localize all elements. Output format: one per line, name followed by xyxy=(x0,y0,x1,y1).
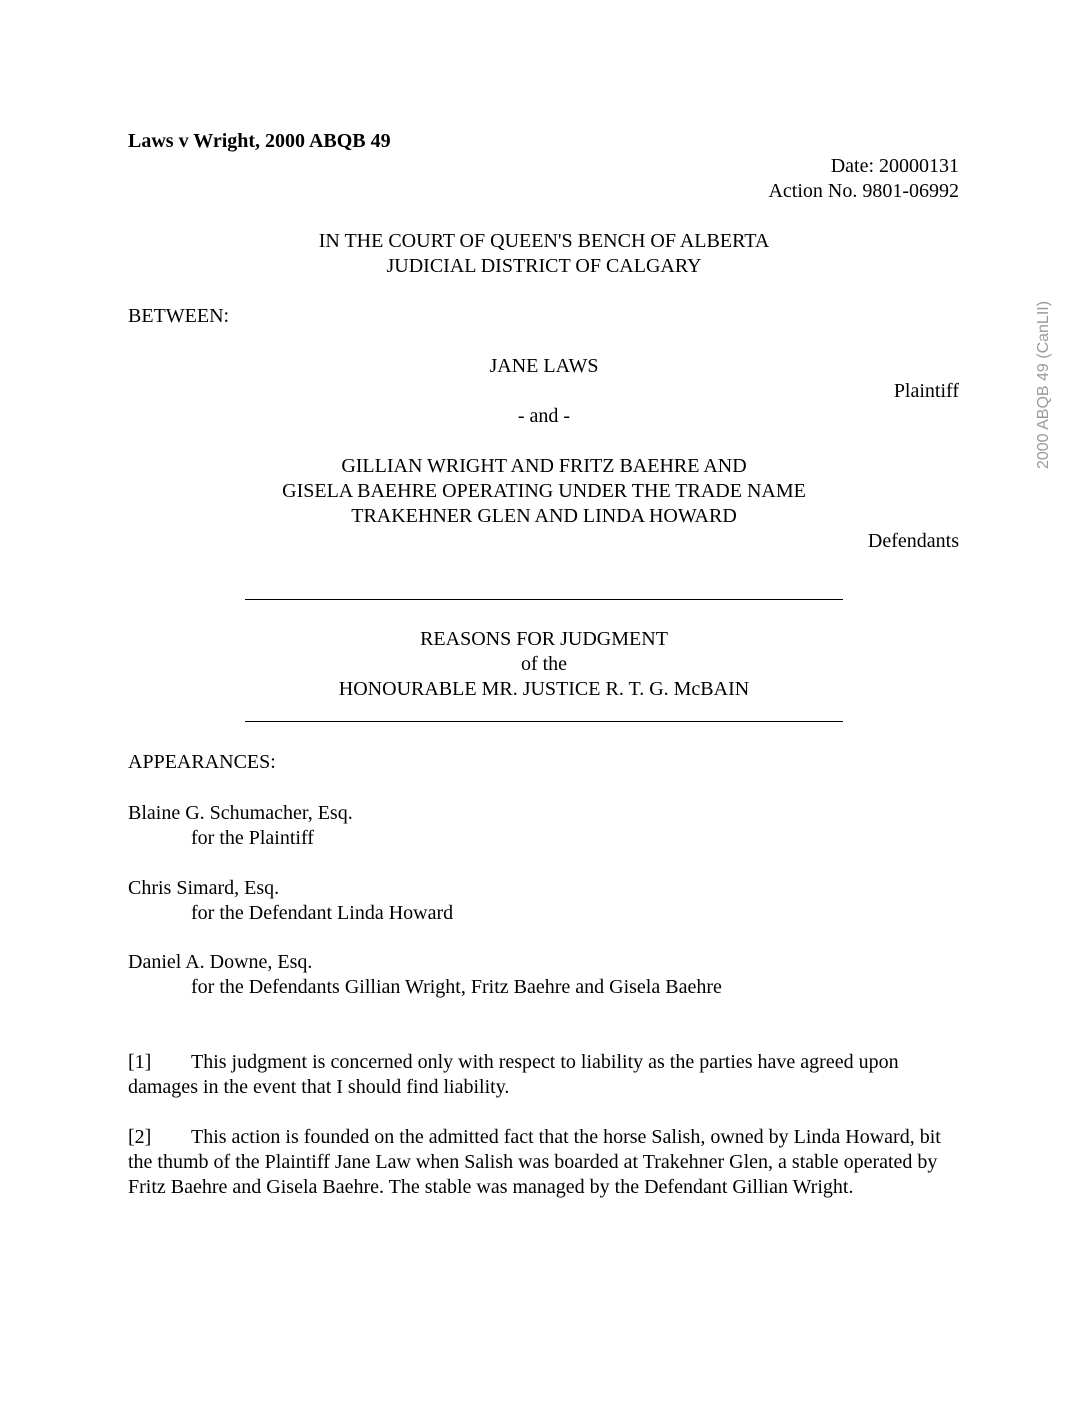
canlii-watermark: 2000 ABQB 49 (CanLII) xyxy=(1035,300,1052,470)
court-name: IN THE COURT OF QUEEN'S BENCH OF ALBERTA xyxy=(318,230,770,252)
case-citation: Laws v Wright, 2000 ABQB 49 xyxy=(128,130,391,152)
and-separator: - and - xyxy=(517,405,571,427)
plaintiff-role: Plaintiff xyxy=(893,380,959,402)
defendants-line-2: GISELA BAEHRE OPERATING UNDER THE TRADE NAME xyxy=(282,480,806,502)
appearances-label: APPEARANCES: xyxy=(128,751,276,773)
counsel-for: for the Defendants Gillian Wright, Fritz Baehre and Gisela Baehre xyxy=(191,976,722,998)
counsel-for: for the Defendant Linda Howard xyxy=(191,902,454,924)
divider-top xyxy=(245,599,843,600)
action-number: Action No. 9801-06992 xyxy=(768,180,959,202)
paragraph-text: This action is founded on the admitted fact that the horse Salish, owned by Linda Howard, bit the thumb of the Plaintiff Jane Law when Salish was boarded at Trakehner Glen, a stable operated by Fritz Baehre and Gisela Baehre. The stable was managed by the Defendant Gillian Wright. xyxy=(128,1126,941,1198)
counsel-for: for the Plaintiff xyxy=(191,827,314,849)
counsel-name: Daniel A. Downe, Esq. xyxy=(128,951,313,973)
counsel-name: Chris Simard, Esq. xyxy=(128,877,280,899)
paragraph-1 xyxy=(128,1050,968,1100)
counsel-name: Blaine G. Schumacher, Esq. xyxy=(128,802,353,824)
defendants-line-3: TRAKEHNER GLEN AND LINDA HOWARD xyxy=(351,505,737,527)
reasons-title: REASONS FOR JUDGMENT xyxy=(420,628,668,650)
reasons-of-the: of the xyxy=(520,653,568,675)
paragraph-number: [1] xyxy=(128,1051,152,1073)
divider-bottom xyxy=(245,721,843,722)
plaintiff-name: JANE LAWS xyxy=(489,355,599,377)
judgment-date: Date: 20000131 xyxy=(830,155,959,177)
paragraph-text: This judgment is concerned only with respect to liability as the parties have agreed upon damages in the event that I should find liability. xyxy=(128,1051,899,1098)
paragraph-number: [2] xyxy=(128,1126,152,1148)
between-label: BETWEEN: xyxy=(128,305,230,327)
justice-name: HONOURABLE MR. JUSTICE R. T. G. McBAIN xyxy=(338,678,750,700)
defendants-line-1: GILLIAN WRIGHT AND FRITZ BAEHRE AND xyxy=(341,455,747,477)
paragraph-2 xyxy=(128,1125,963,1200)
defendants-role: Defendants xyxy=(867,530,959,552)
judicial-district: JUDICIAL DISTRICT OF CALGARY xyxy=(386,255,702,277)
